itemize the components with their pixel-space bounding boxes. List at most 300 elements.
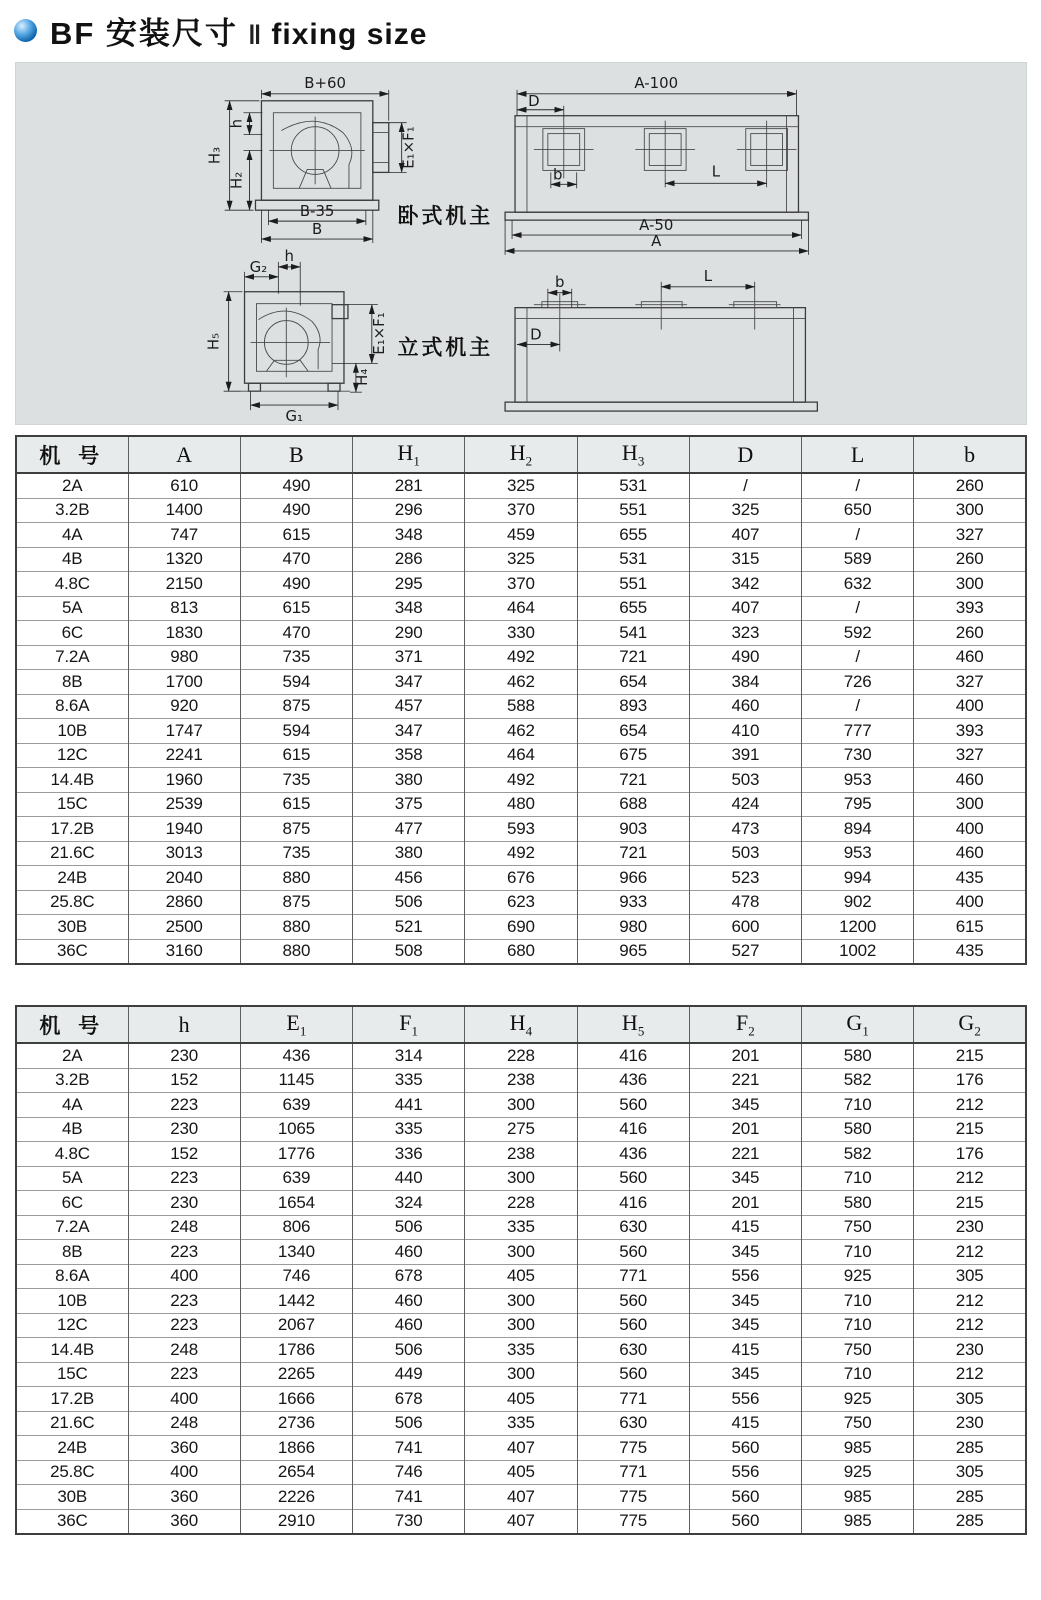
model-cell: 15C (16, 1362, 128, 1387)
caption-vertical-unit: 立式机主 (397, 335, 494, 360)
value-cell: 478 (689, 890, 801, 915)
table-row (16, 1264, 1026, 1289)
value-cell: 325 (465, 473, 577, 498)
value-cell: 965 (577, 939, 689, 964)
value-cell: 925 (802, 1264, 914, 1289)
value-cell: 980 (577, 915, 689, 940)
value-cell: 630 (577, 1411, 689, 1436)
model-cell: 36C (16, 1509, 128, 1534)
value-cell: 894 (802, 817, 914, 842)
value-cell: 345 (689, 1240, 801, 1265)
table-row (16, 621, 1026, 646)
value-cell: 2500 (128, 915, 240, 940)
value-cell: 1065 (240, 1117, 352, 1142)
value-cell: 893 (577, 694, 689, 719)
value-cell: 1830 (128, 621, 240, 646)
value-cell: 903 (577, 817, 689, 842)
value-cell: 594 (240, 670, 352, 695)
table-row (16, 1093, 1026, 1118)
table-header-row (16, 1006, 1026, 1043)
model-cell: 4A (16, 523, 128, 548)
value-cell: 750 (802, 1215, 914, 1240)
value-cell: 315 (689, 547, 801, 572)
diagram-panel (15, 62, 1027, 425)
value-cell: 459 (465, 523, 577, 548)
value-cell: 457 (353, 694, 465, 719)
value-cell: 305 (914, 1387, 1026, 1412)
value-cell: 615 (240, 596, 352, 621)
value-cell: 348 (353, 523, 465, 548)
value-cell: 506 (353, 1411, 465, 1436)
value-cell: 248 (128, 1215, 240, 1240)
value-cell: 460 (353, 1289, 465, 1314)
model-cell: 4A (16, 1093, 128, 1118)
value-cell: 230 (128, 1191, 240, 1216)
value-cell: 345 (689, 1313, 801, 1338)
value-cell: 650 (802, 498, 914, 523)
value-cell: 560 (577, 1240, 689, 1265)
value-cell: 710 (802, 1362, 914, 1387)
value-cell: 416 (577, 1191, 689, 1216)
value-cell: 560 (577, 1093, 689, 1118)
table-row (16, 1240, 1026, 1265)
value-cell: / (802, 473, 914, 498)
value-cell: 1786 (240, 1338, 352, 1363)
value-cell: 600 (689, 915, 801, 940)
value-cell: 1940 (128, 817, 240, 842)
value-cell: 296 (353, 498, 465, 523)
value-cell: / (802, 694, 914, 719)
model-cell: 36C (16, 939, 128, 964)
value-cell: 460 (353, 1313, 465, 1338)
col-header-l: L (802, 436, 914, 473)
value-cell: 710 (802, 1313, 914, 1338)
value-cell: 415 (689, 1411, 801, 1436)
bullet-icon (14, 19, 37, 42)
value-cell: 223 (128, 1362, 240, 1387)
value-cell: 238 (465, 1068, 577, 1093)
col-header-h: h (128, 1006, 240, 1043)
model-cell: 3.2B (16, 498, 128, 523)
value-cell: 335 (353, 1117, 465, 1142)
value-cell: 726 (802, 670, 914, 695)
value-cell: 285 (914, 1485, 1026, 1510)
value-cell: 230 (128, 1043, 240, 1068)
value-cell: 623 (465, 890, 577, 915)
value-cell: 327 (914, 743, 1026, 768)
value-cell: 492 (465, 768, 577, 793)
value-cell: 593 (465, 817, 577, 842)
value-cell: 735 (240, 768, 352, 793)
value-cell: 1340 (240, 1240, 352, 1265)
value-cell: 323 (689, 621, 801, 646)
dim-label-h5: H₅ (204, 332, 223, 351)
value-cell: 2241 (128, 743, 240, 768)
col-header-e1: $E_1$ (240, 1006, 352, 1043)
value-cell: 925 (802, 1460, 914, 1485)
value-cell: 460 (914, 841, 1026, 866)
table-row (16, 1460, 1026, 1485)
value-cell: / (802, 645, 914, 670)
value-cell: 2226 (240, 1485, 352, 1510)
value-cell: 654 (577, 719, 689, 744)
model-cell: 4B (16, 547, 128, 572)
value-cell: 215 (914, 1043, 1026, 1068)
value-cell: 314 (353, 1043, 465, 1068)
value-cell: 327 (914, 670, 1026, 695)
value-cell: 1200 (802, 915, 914, 940)
value-cell: 460 (914, 645, 1026, 670)
value-cell: 400 (914, 694, 1026, 719)
table-row (16, 1362, 1026, 1387)
value-cell: 953 (802, 768, 914, 793)
model-cell: 24B (16, 866, 128, 891)
value-cell: 300 (465, 1240, 577, 1265)
value-cell: 710 (802, 1166, 914, 1191)
value-cell: 360 (128, 1509, 240, 1534)
model-cell: 14.4B (16, 1338, 128, 1363)
value-cell: 503 (689, 841, 801, 866)
model-cell: 25.8C (16, 890, 128, 915)
value-cell: 721 (577, 768, 689, 793)
value-cell: 391 (689, 743, 801, 768)
value-cell: 875 (240, 694, 352, 719)
value-cell: 490 (240, 473, 352, 498)
value-cell: 615 (240, 743, 352, 768)
model-cell: 7.2A (16, 645, 128, 670)
value-cell: 335 (465, 1411, 577, 1436)
value-cell: 735 (240, 645, 352, 670)
dim-label-b: B (312, 220, 323, 239)
value-cell: 281 (353, 473, 465, 498)
value-cell: 477 (353, 817, 465, 842)
model-cell: 7.2A (16, 1215, 128, 1240)
table-row (16, 1436, 1026, 1461)
value-cell: 994 (802, 866, 914, 891)
value-cell: 771 (577, 1387, 689, 1412)
value-cell: 212 (914, 1166, 1026, 1191)
value-cell: 2736 (240, 1411, 352, 1436)
col-header-h4: $H_4$ (465, 1006, 577, 1043)
value-cell: 506 (353, 1215, 465, 1240)
table-row (16, 1166, 1026, 1191)
value-cell: 380 (353, 768, 465, 793)
value-cell: 523 (689, 866, 801, 891)
model-cell: 8B (16, 670, 128, 695)
value-cell: 336 (353, 1142, 465, 1167)
value-cell: 747 (128, 523, 240, 548)
col-header-d: D (689, 436, 801, 473)
value-cell: 551 (577, 498, 689, 523)
value-cell: 675 (577, 743, 689, 768)
value-cell: 212 (914, 1362, 1026, 1387)
table-row (16, 473, 1026, 498)
value-cell: 560 (689, 1485, 801, 1510)
value-cell: 473 (689, 817, 801, 842)
front-view-horizontal (206, 74, 418, 243)
value-cell: 345 (689, 1362, 801, 1387)
value-cell: 521 (353, 915, 465, 940)
dim-label-h2: H₂ (227, 171, 246, 189)
value-cell: 223 (128, 1313, 240, 1338)
value-cell: 405 (465, 1264, 577, 1289)
value-cell: 201 (689, 1191, 801, 1216)
value-cell: 460 (353, 1240, 465, 1265)
value-cell: 655 (577, 523, 689, 548)
value-cell: 966 (577, 866, 689, 891)
value-cell: 436 (577, 1142, 689, 1167)
value-cell: 676 (465, 866, 577, 891)
value-cell: 3013 (128, 841, 240, 866)
value-cell: 582 (802, 1142, 914, 1167)
value-cell: 370 (465, 498, 577, 523)
value-cell: 260 (914, 621, 1026, 646)
col-header-g2: $G_2$ (914, 1006, 1026, 1043)
value-cell: 212 (914, 1093, 1026, 1118)
value-cell: 594 (240, 719, 352, 744)
value-cell: 305 (914, 1264, 1026, 1289)
value-cell: 721 (577, 645, 689, 670)
table-row (16, 841, 1026, 866)
value-cell: 1866 (240, 1436, 352, 1461)
col-header-a: A (128, 436, 240, 473)
value-cell: 630 (577, 1338, 689, 1363)
value-cell: 223 (128, 1240, 240, 1265)
value-cell: 416 (577, 1043, 689, 1068)
value-cell: 290 (353, 621, 465, 646)
table-row (16, 547, 1026, 572)
value-cell: 360 (128, 1436, 240, 1461)
value-cell: 925 (802, 1387, 914, 1412)
value-cell: 462 (465, 719, 577, 744)
value-cell: 541 (577, 621, 689, 646)
value-cell: 560 (577, 1166, 689, 1191)
value-cell: 300 (914, 498, 1026, 523)
col-header-model: 机 号 (16, 436, 128, 473)
value-cell: 480 (465, 792, 577, 817)
value-cell: 407 (689, 596, 801, 621)
value-cell: 407 (465, 1485, 577, 1510)
value-cell: 490 (240, 498, 352, 523)
value-cell: 580 (802, 1117, 914, 1142)
front-view-vertical (205, 247, 388, 424)
value-cell: 560 (689, 1509, 801, 1534)
model-cell: 21.6C (16, 1411, 128, 1436)
value-cell: 580 (802, 1191, 914, 1216)
table-row (16, 523, 1026, 548)
value-cell: 449 (353, 1362, 465, 1387)
model-cell: 25.8C (16, 1460, 128, 1485)
value-cell: 335 (353, 1068, 465, 1093)
value-cell: 556 (689, 1460, 801, 1485)
model-cell: 2A (16, 1043, 128, 1068)
side-view-vertical (505, 267, 817, 411)
value-cell: 632 (802, 572, 914, 597)
value-cell: 415 (689, 1338, 801, 1363)
value-cell: 741 (353, 1436, 465, 1461)
model-cell: 15C (16, 792, 128, 817)
table-row (16, 1411, 1026, 1436)
value-cell: 730 (353, 1509, 465, 1534)
value-cell: 248 (128, 1338, 240, 1363)
value-cell: 464 (465, 743, 577, 768)
value-cell: 393 (914, 596, 1026, 621)
value-cell: 410 (689, 719, 801, 744)
table-row (16, 645, 1026, 670)
value-cell: 880 (240, 939, 352, 964)
value-cell: 260 (914, 547, 1026, 572)
value-cell: 223 (128, 1166, 240, 1191)
value-cell: 3160 (128, 939, 240, 964)
value-cell: 933 (577, 890, 689, 915)
value-cell: 2860 (128, 890, 240, 915)
col-header-f1: $F_1$ (353, 1006, 465, 1043)
value-cell: 347 (353, 670, 465, 695)
value-cell: 531 (577, 547, 689, 572)
value-cell: 880 (240, 866, 352, 891)
dim-label-b-small-2: b (555, 272, 565, 291)
value-cell: 221 (689, 1142, 801, 1167)
value-cell: 589 (802, 547, 914, 572)
value-cell: 503 (689, 768, 801, 793)
value-cell: 360 (128, 1485, 240, 1510)
col-header-g1: $G_1$ (802, 1006, 914, 1043)
value-cell: 920 (128, 694, 240, 719)
value-cell: 2067 (240, 1313, 352, 1338)
col-header-h3: $H_3$ (577, 436, 689, 473)
value-cell: 639 (240, 1093, 352, 1118)
value-cell: 556 (689, 1264, 801, 1289)
value-cell: 2040 (128, 866, 240, 891)
table-row (16, 572, 1026, 597)
value-cell: 435 (914, 866, 1026, 891)
value-cell: 400 (128, 1264, 240, 1289)
dim-label-l: L (711, 162, 721, 181)
dim-label-g2: G₂ (249, 257, 268, 276)
value-cell: 348 (353, 596, 465, 621)
table-row (16, 670, 1026, 695)
value-cell: 680 (465, 939, 577, 964)
value-cell: 490 (689, 645, 801, 670)
value-cell: 582 (802, 1068, 914, 1093)
table-row (16, 1068, 1026, 1093)
value-cell: 470 (240, 621, 352, 646)
dim-label-b-small: b (553, 165, 563, 184)
value-cell: 300 (914, 792, 1026, 817)
value-cell: 371 (353, 645, 465, 670)
col-header-b: B (240, 436, 352, 473)
table-row (16, 719, 1026, 744)
model-cell: 4.8C (16, 1142, 128, 1167)
table-row (16, 1338, 1026, 1363)
value-cell: 345 (689, 1166, 801, 1191)
value-cell: 615 (240, 523, 352, 548)
value-cell: 435 (914, 939, 1026, 964)
value-cell: 286 (353, 547, 465, 572)
value-cell: 775 (577, 1485, 689, 1510)
value-cell: 551 (577, 572, 689, 597)
caption-horizontal-unit: 卧式机主 (397, 204, 494, 229)
model-cell: 2A (16, 473, 128, 498)
value-cell: 880 (240, 915, 352, 940)
value-cell: 615 (240, 792, 352, 817)
value-cell: 985 (802, 1436, 914, 1461)
model-cell: 8.6A (16, 694, 128, 719)
value-cell: 730 (802, 743, 914, 768)
model-cell: 17.2B (16, 817, 128, 842)
value-cell: 710 (802, 1289, 914, 1314)
value-cell: 300 (465, 1362, 577, 1387)
value-cell: 775 (577, 1436, 689, 1461)
value-cell: 508 (353, 939, 465, 964)
value-cell: 1400 (128, 498, 240, 523)
value-cell: 1002 (802, 939, 914, 964)
value-cell: 710 (802, 1093, 914, 1118)
value-cell: 228 (465, 1191, 577, 1216)
value-cell: 335 (465, 1338, 577, 1363)
value-cell: 630 (577, 1215, 689, 1240)
value-cell: 380 (353, 841, 465, 866)
col-header-h1: $H_1$ (353, 436, 465, 473)
value-cell: 176 (914, 1068, 1026, 1093)
value-cell: 588 (465, 694, 577, 719)
value-cell: 750 (802, 1411, 914, 1436)
value-cell: 393 (914, 719, 1026, 744)
value-cell: 953 (802, 841, 914, 866)
technical-drawing (16, 63, 1026, 424)
model-cell: 24B (16, 1436, 128, 1461)
value-cell: 407 (465, 1436, 577, 1461)
value-cell: 813 (128, 596, 240, 621)
value-cell: 215 (914, 1191, 1026, 1216)
value-cell: 735 (240, 841, 352, 866)
value-cell: 436 (240, 1043, 352, 1068)
value-cell: 238 (465, 1142, 577, 1167)
dim-label-b-plus-60: B+60 (304, 73, 346, 92)
value-cell: 295 (353, 572, 465, 597)
value-cell: / (689, 473, 801, 498)
value-cell: 721 (577, 841, 689, 866)
value-cell: 710 (802, 1240, 914, 1265)
value-cell: 775 (577, 1509, 689, 1534)
table-row (16, 915, 1026, 940)
dim-label-a-minus-100: A-100 (634, 73, 679, 92)
value-cell: 1654 (240, 1191, 352, 1216)
table-row (16, 1509, 1026, 1534)
table-row (16, 939, 1026, 964)
dim-label-b-minus-35: B-35 (299, 202, 335, 221)
value-cell: 2910 (240, 1509, 352, 1534)
value-cell: 424 (689, 792, 801, 817)
value-cell: 771 (577, 1460, 689, 1485)
value-cell: 230 (914, 1338, 1026, 1363)
table-row (16, 596, 1026, 621)
dim-label-d-2: D (530, 325, 542, 344)
fixing-size-table-secondary (15, 1005, 1027, 1535)
model-cell: 4.8C (16, 572, 128, 597)
value-cell: 345 (689, 1289, 801, 1314)
table-row (16, 890, 1026, 915)
dim-label-a-minus-50: A-50 (639, 216, 674, 235)
value-cell: 375 (353, 792, 465, 817)
value-cell: 325 (689, 498, 801, 523)
dim-label-l-2: L (703, 266, 713, 285)
dim-label-g1: G₁ (285, 407, 304, 424)
table-row (16, 743, 1026, 768)
table-row (16, 1387, 1026, 1412)
value-cell: 407 (689, 523, 801, 548)
value-cell: 405 (465, 1387, 577, 1412)
